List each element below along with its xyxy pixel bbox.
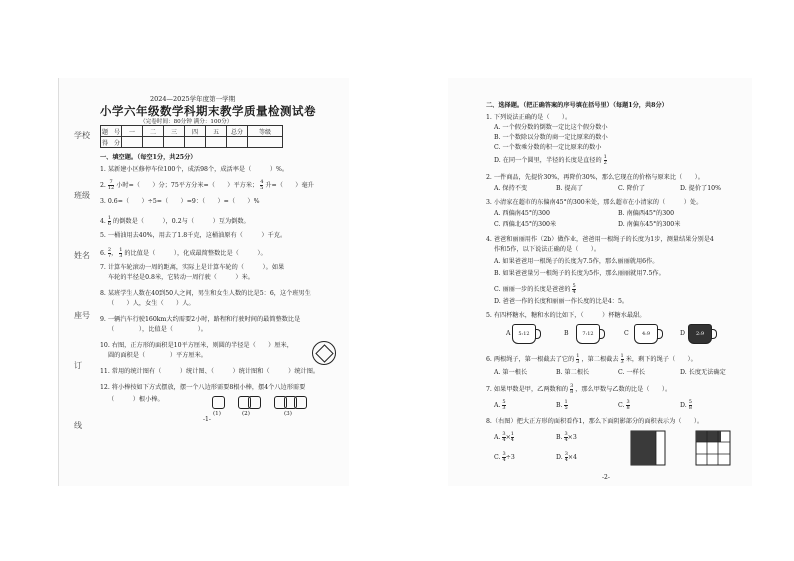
binding-name: 姓名 bbox=[74, 251, 90, 260]
sugar-water-cup-d: 2:9 bbox=[688, 324, 712, 344]
r-q7-opt-d: D. $\frac{5}{8}$ bbox=[680, 399, 692, 411]
question-12-line-1: 12. 将小棒按如下方式摆放，摆一个八边形需要8根小棒，摆4个八边形需要 bbox=[100, 384, 306, 391]
binding-seat: 座号 bbox=[74, 311, 90, 320]
r-q2-opt-a: A. 保持不变 bbox=[494, 185, 528, 192]
question-9-line-1: 9. 一辆汽车行驶160km大约需要2小时，路程和行驶时间的最简整数比是 bbox=[100, 316, 301, 323]
fraction: $\frac{5}{4}$ bbox=[572, 283, 576, 295]
cup-letter-b: B bbox=[564, 330, 569, 337]
score-header-cell: 总分 bbox=[227, 126, 248, 137]
r-q6-opt-b: B. 第二根长 bbox=[556, 369, 590, 376]
r-q6-opt-d: D. 长度无法确定 bbox=[680, 369, 726, 376]
cup-letter-a: A bbox=[506, 330, 511, 337]
question-9-line-2: （ ），比值是（ ）。 bbox=[108, 326, 207, 333]
r-q7-opt-a: A. $\frac{5}{3}$ bbox=[494, 399, 506, 411]
school-year: 2024—2025学年度第一学期 bbox=[150, 95, 236, 103]
fraction: $\frac{1}{3}$ bbox=[119, 247, 123, 259]
r-question-4-line-2: 作和5作，以下说法正确的是（ ）。 bbox=[494, 246, 601, 253]
score-table bbox=[100, 125, 283, 148]
section2-heading: 二、选择题。（把正确答案的序号填在括号里）（每题1分，共8分） bbox=[486, 102, 668, 109]
octagon-2b bbox=[248, 396, 261, 409]
score-header-cell: 三 bbox=[164, 126, 185, 137]
page-number-left: -1- bbox=[203, 416, 211, 423]
fraction: $\frac{3}{8}$ bbox=[570, 383, 574, 395]
cup-letter-d: D bbox=[680, 330, 685, 337]
score-cell[interactable] bbox=[248, 137, 283, 148]
binding-school: 学校 bbox=[74, 131, 90, 140]
r-question-7: 7. 如果甲数是甲，乙两数和的 $\frac{3}{8}$ ，那么甲数与乙数的比是（ ）。 bbox=[486, 383, 672, 395]
sugar-water-cup-a: 5:12 bbox=[512, 324, 536, 344]
r-q8-opt-b: B. $\frac{3}{4}$ ×3 bbox=[556, 431, 577, 443]
score-cell[interactable] bbox=[185, 137, 206, 148]
octagon-3c bbox=[294, 396, 307, 409]
fraction: $\frac{2}{7}$ bbox=[107, 247, 112, 259]
question-10-line-1: 10. 右图，正方形的面积是10平方厘米，则圆的半径是（ ）厘米， bbox=[100, 342, 293, 349]
r-q4-opt-c: C. 丽丽一步的长度是爸爸的 $\frac{5}{4}$ bbox=[494, 283, 576, 295]
r-q1-option-a: A. 一个假分数的倒数一定比这个假分数小 bbox=[494, 124, 608, 131]
score-cell[interactable] bbox=[164, 137, 185, 148]
r-q2-opt-b: B. 提高了 bbox=[556, 185, 584, 192]
question-12-line-2: （ ）根小棒。 bbox=[108, 396, 164, 403]
question-10-line-2: 圆的面积是（ ）平方厘米。 bbox=[108, 352, 207, 359]
question-4: 4. $\frac{1}{6}$ 的倒数是（ ），0.2与（ ）互为倒数。 bbox=[100, 215, 250, 227]
r-q1-option-d: D. 在同一个圆里，半径的长度是直径的 $\frac{1}{2}$ bbox=[494, 154, 607, 166]
cup-letter-c: C bbox=[624, 330, 629, 337]
r-q8-opt-d: D. $\frac{3}{4}$ ×4 bbox=[556, 451, 577, 463]
score-header-cell: 二 bbox=[143, 126, 164, 137]
question-1: 1. 某新建小区修停车位100个，成活98个，成活率是（ ）%。 bbox=[100, 166, 289, 173]
r-q8-opt-a: A. $\frac{3}{4}$ × $\frac{1}{4}$ bbox=[494, 431, 514, 443]
fraction: $\frac{7}{12}$ bbox=[107, 179, 115, 191]
r-q3-opt-a: A. 西偏南45°的300 bbox=[494, 210, 550, 217]
r-q3-opt-b: B. 南偏西45°的300 bbox=[618, 210, 675, 217]
section1-heading: 一、填空题。（每空1分，共25分） bbox=[100, 154, 197, 161]
r-q7-opt-c: C. $\frac{3}{8}$ bbox=[618, 399, 630, 411]
binding-margin bbox=[66, 120, 96, 470]
r-question-1: 1. 下列说法正确的是（ ）。 bbox=[486, 114, 572, 121]
octagon-label-1: (1) bbox=[213, 411, 221, 417]
fraction: $\frac{4}{5}$ bbox=[260, 179, 264, 191]
octagon-label-2: (2) bbox=[242, 411, 250, 417]
question-7-line-1: 7. 计算车轮滚动一周的距离，实际上是计算车轮的（ ）。如果 bbox=[100, 264, 285, 271]
question-8-line-1: 8. 某班学生人数在40到50人之间，男生和女生人数的比是5：6，这个班男生 bbox=[100, 290, 311, 297]
question-3: 3. 0.6=（ ）÷5=（ ）=9：（ ）=（ ）% bbox=[100, 198, 260, 205]
score-header-cell: 等级 bbox=[248, 126, 283, 137]
r-q6-opt-c: C. 一样长 bbox=[618, 369, 646, 376]
r-q2-opt-c: C. 降价了 bbox=[618, 185, 646, 192]
r-question-3: 3. 小清家在超市的东偏南45°的300米处，那么超市在小清家的（ ）处。 bbox=[486, 199, 703, 206]
score-cell[interactable] bbox=[143, 137, 164, 148]
r-q7-opt-b: B. $\frac{1}{5}$ bbox=[556, 399, 568, 411]
r-question-6: 6. 两根绳子，第一根截去了它的 $\frac{1}{3}$ ，第二根截去 $\frac{1}{3}$ 米，剩下的绳子（ ）。 bbox=[486, 353, 697, 365]
sugar-water-cup-b: 7:12 bbox=[576, 324, 600, 344]
octagon-label-3: (3) bbox=[284, 411, 292, 417]
question-5: 5. 一桶油用去40%，用去了1.8千克，这桶油原有（ ）千克。 bbox=[100, 232, 287, 239]
binding-ding: 订 bbox=[74, 361, 82, 370]
question-11: 11. 常用的统计图有（ ）统计图、（ ）统计图和（ ）统计图。 bbox=[100, 368, 320, 375]
r-q4-opt-d: D. 爸爸一作的长度和丽丽一作长度的比是4：5。 bbox=[494, 298, 629, 305]
circle-square-figure bbox=[312, 341, 336, 365]
question-7-line-2: 车轮的半径是0.8米，它转动一周行驶（ ）米。 bbox=[108, 274, 254, 281]
question-2: 2. $\frac{7}{12}$ 小时=（ ）分；75平方分米=（ ）平方米； $\frac{4}{5}$ 升=（ ）毫升 bbox=[100, 179, 314, 191]
octagon-1 bbox=[212, 396, 225, 409]
r-question-8: 8.（右图）把大正方形的面积看作1，那么下面阴影部分的面积表示为（ ）。 bbox=[486, 418, 704, 425]
score-cell[interactable] bbox=[227, 137, 248, 148]
r-q4-opt-b: B. 如果爸爸量另一根绳子的长度为5作，那么丽丽就用7.5作。 bbox=[494, 270, 665, 277]
r-question-5: 5. 有四杯糖水，糖和水的比如下，（ ）杯糖水最甜。 bbox=[486, 312, 646, 319]
score-row-label: 得 分 bbox=[101, 137, 122, 148]
r-q3-opt-d: D. 南偏东45°的300米 bbox=[618, 221, 681, 228]
r-q8-opt-c: C. $\frac{3}{4}$ ÷3 bbox=[494, 451, 515, 463]
fraction: $\frac{1}{3}$ bbox=[576, 353, 580, 365]
score-cell[interactable] bbox=[122, 137, 143, 148]
score-header-cell: 五 bbox=[206, 126, 227, 137]
r-q1-option-c: C. 一个数乘分数的积一定比原来的数小 bbox=[494, 144, 602, 151]
r-q2-opt-d: D. 提价了10% bbox=[680, 185, 721, 192]
fraction: $\frac{1}{3}$ bbox=[620, 353, 624, 365]
r-q4-opt-a: A. 如果爸爸用一根绳子的长度为7.5作，那么丽丽就用6作。 bbox=[494, 258, 659, 265]
exam-info: （完卷时间：80分钟 满分：100分） bbox=[140, 119, 233, 125]
page-number-right: -2- bbox=[602, 474, 610, 481]
binding-class: 班级 bbox=[74, 191, 90, 200]
fraction: $\frac{1}{6}$ bbox=[107, 215, 112, 227]
r-question-2: 2. 一件商品，先提价30%，再降价30%，那么它现在的价格与原来比（ ）。 bbox=[486, 174, 704, 181]
r-question-4-line-1: 4. 爸爸和丽丽用作（2b）做作业，爸爸用一根绳子的长度为1步，测量结果分别是4 bbox=[486, 236, 714, 243]
r-q1-option-b: B. 一个数除以分数的商一定比原来的数小 bbox=[494, 134, 608, 141]
score-header-cell: 一 bbox=[122, 126, 143, 137]
binding-xian: 线 bbox=[74, 421, 82, 430]
score-header-cell: 题 号 bbox=[101, 126, 122, 137]
r-q6-opt-a: A. 第一根长 bbox=[494, 369, 528, 376]
sugar-water-cup-c: 4:9 bbox=[634, 324, 658, 344]
area-shading-figure bbox=[630, 430, 750, 468]
score-header-cell: 四 bbox=[185, 126, 206, 137]
fraction: $\frac{1}{2}$ bbox=[603, 154, 607, 166]
question-6: 6. $\frac{2}{7}$ ， $\frac{1}{3}$ 的比值是（ ），化成最简整数比是（ ）。 bbox=[100, 247, 267, 259]
exam-title: 小学六年级数学科期末教学质量检测试卷 bbox=[100, 104, 316, 118]
score-cell[interactable] bbox=[206, 137, 227, 148]
question-8-line-2: （ ）人，女生（ ）人。 bbox=[108, 300, 195, 307]
r-q3-opt-c: C. 西偏北45°的300米 bbox=[494, 221, 557, 228]
